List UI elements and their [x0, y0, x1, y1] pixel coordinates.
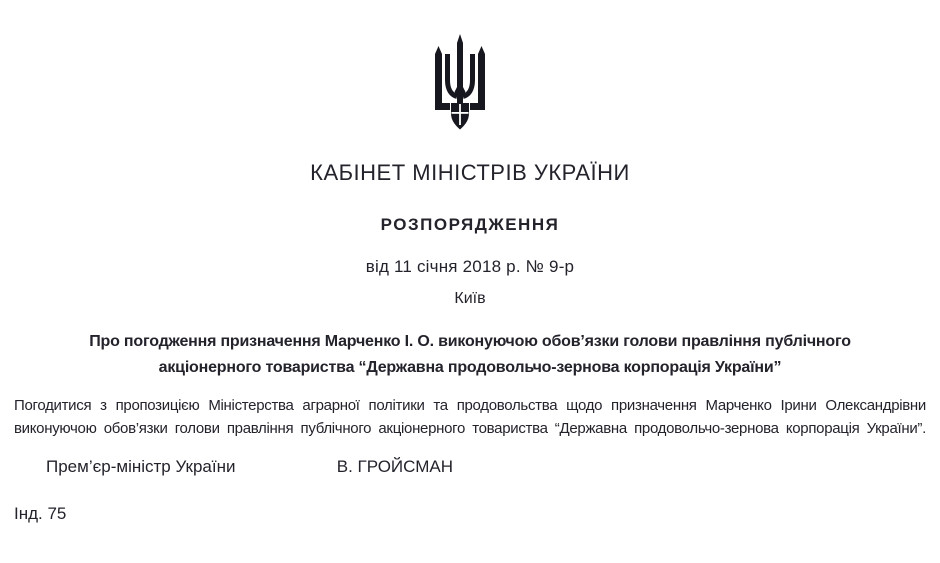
signature-row [0, 457, 940, 477]
tryzub-emblem [432, 33, 488, 130]
signer-position: Прем’єр-міністр України [46, 457, 236, 476]
emblem-container [0, 0, 940, 130]
index-note: Інд. 75 [14, 504, 67, 523]
signer-name: В. ГРОЙСМАН [336, 457, 453, 476]
doc-title-line-1: Про погодження призначення Марченко І. О. виконуючою обов’язки голови правління публічного [89, 333, 851, 350]
body-paragraph [14, 394, 926, 440]
city-line: Київ [454, 290, 486, 307]
doc-type-heading: РОЗПОРЯДЖЕННЯ [380, 215, 560, 234]
body-line-2: виконуючою обов’язки голови правління публічного акціонерного товариства “Державна продовольчо-зернова корпорація України”. [14, 420, 926, 437]
doc-title [0, 329, 940, 381]
body-line-1: Погодитися з пропозицією Міністерства аграрної політики та продовольства щодо призначення Марченко Ірини Олександрівни [14, 397, 926, 414]
date-number-line: від 11 січня 2018 р. № 9-р [365, 257, 575, 276]
doc-title-line-2: акціонерного товариства “Державна продовольчо-зернова корпорація України” [158, 359, 782, 376]
org-name: КАБІНЕТ МІНІСТРІВ УКРАЇНИ [310, 160, 630, 185]
